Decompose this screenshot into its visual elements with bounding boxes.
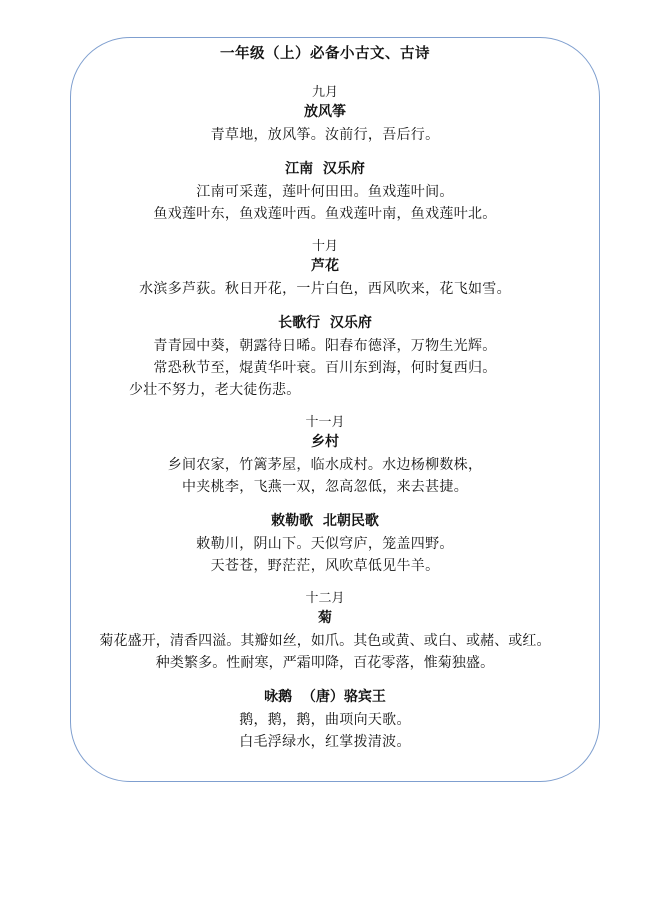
poem-line: 青青园中葵，朝露待日晞。阳春布德泽，万物生光辉。 — [153, 338, 497, 354]
poem-lu-hua — [0, 256, 650, 300]
month-section-september — [0, 84, 650, 225]
poem-line: 敕勒川，阴山下。天似穹庐，笼盖四野。 — [196, 536, 454, 552]
month-section-november — [0, 414, 650, 577]
month-label: 十一月 — [305, 415, 345, 430]
poem-chang-ge-xing — [0, 313, 650, 401]
poem-line: 江南可采莲，莲叶何田田。鱼戏莲叶间。 — [196, 184, 454, 200]
poem-title: 江南 汉乐府 — [285, 161, 365, 177]
month-section-october — [0, 238, 650, 401]
document-content — [0, 44, 650, 766]
poem-title: 放风筝 — [304, 104, 346, 120]
poem-title: 乡村 — [311, 434, 339, 450]
month-label: 十月 — [311, 239, 338, 254]
document-title: 一年级（上）必备小古文、古诗 — [220, 45, 430, 62]
month-label: 九月 — [311, 85, 338, 100]
poem-yong-e — [0, 687, 650, 753]
poem-line: 天苍苍，野茫茫，风吹草低见牛羊。 — [210, 558, 440, 574]
poem-line: 中夹桃李，飞燕一双，忽高忽低，来去甚捷。 — [182, 479, 468, 495]
poem-title: 菊 — [318, 610, 332, 626]
month-section-december — [0, 590, 650, 753]
poem-line: 鱼戏莲叶东，鱼戏莲叶西。鱼戏莲叶南，鱼戏莲叶北。 — [153, 206, 497, 222]
poem-title: 长歌行 汉乐府 — [278, 315, 372, 331]
poem-line: 白毛浮绿水，红掌拨清波。 — [239, 734, 411, 750]
poem-line: 菊花盛开，清香四溢。其瓣如丝，如爪。其色或黄、或白、或赭、或红。 — [99, 633, 551, 649]
poem-line: 鹅，鹅，鹅，曲项向天歌。 — [239, 712, 411, 728]
poem-xiang-cun — [0, 432, 650, 498]
poem-line: 常恐秋节至，焜黄华叶衰。百川东到海，何时复西归。 — [153, 360, 497, 376]
poem-title: 芦花 — [311, 258, 339, 274]
poem-line: 种类繁多。性耐寒，严霜叩降，百花零落，惟菊独盛。 — [155, 655, 495, 671]
poem-line: 水滨多芦荻。秋日开花，一片白色，西风吹来，花飞如雪。 — [139, 281, 511, 297]
poem-line: 青草地，放风筝。汝前行，吾后行。 — [210, 127, 440, 143]
poem-fang-feng-zheng — [0, 102, 650, 146]
poem-title: 敕勒歌 北朝民歌 — [271, 513, 379, 529]
month-label: 十二月 — [305, 591, 345, 606]
poem-jiang-nan — [0, 159, 650, 225]
poem-line: 乡间农家，竹篱茅屋，临水成村。水边杨柳数株， — [167, 457, 483, 473]
poem-line: 少壮不努力，老大徒伤悲。 — [129, 382, 301, 398]
poem-chi-le-ge — [0, 511, 650, 577]
poem-title: 咏鹅 （唐）骆宾王 — [264, 689, 386, 705]
poem-ju — [0, 608, 650, 674]
